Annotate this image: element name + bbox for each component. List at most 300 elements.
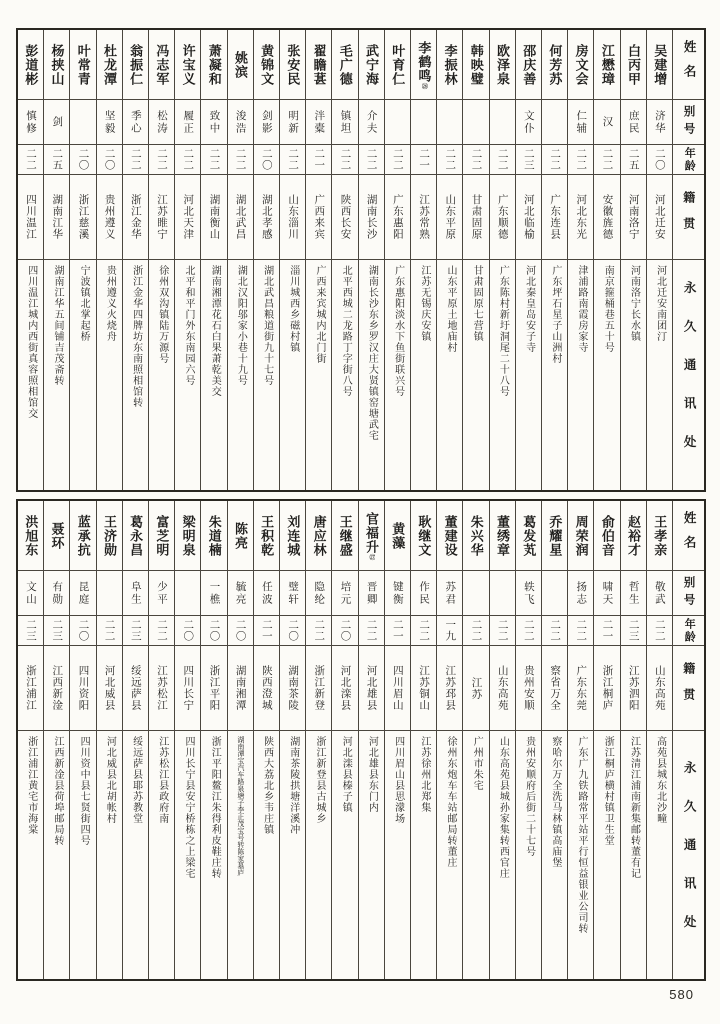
address-cell: 广东陈村新圩洞尾二十八号 — [497, 265, 509, 397]
alias-cell: 明新 — [280, 100, 305, 145]
address-cell: 贵州安顺府后街二十七号 — [523, 736, 535, 857]
alias-cell: 毓亮 — [228, 571, 253, 616]
person-column — [253, 30, 279, 490]
age-cell: 二二 — [175, 145, 200, 175]
age-cell: 二五 — [621, 145, 646, 175]
alias-cell — [437, 100, 462, 145]
person-column — [489, 30, 515, 490]
person-column — [462, 501, 488, 979]
origin-cell: 江苏铜山 — [411, 646, 436, 731]
person-column — [620, 30, 646, 490]
name-cell: 冯志军 — [149, 30, 174, 100]
age-cell: 二〇 — [175, 616, 200, 646]
address-cell: 江苏无锡庆安镇 — [418, 265, 430, 342]
name-cell: 黄锦文 — [254, 30, 279, 100]
origin-cell: 江苏睢宁 — [149, 175, 174, 260]
person-column — [358, 501, 384, 979]
person-column — [331, 30, 357, 490]
origin-cell: 河北临榆 — [516, 175, 541, 260]
name-cell: 翟瞻葚 — [306, 30, 331, 100]
name-cell: 姚滨 — [228, 30, 253, 100]
address-cell: 四川眉山县思濛场 — [392, 736, 404, 824]
origin-cell: 广东东莞 — [568, 646, 593, 731]
origin-cell: 安徽旌德 — [594, 175, 619, 260]
origin-cell: 察省万全 — [542, 646, 567, 731]
person-column — [122, 30, 148, 490]
alias-cell: 济华 — [647, 100, 672, 145]
age-cell: 二二 — [306, 616, 331, 646]
address-cell: 陕西大荔北乡韦庄镇 — [261, 736, 273, 835]
address-cell: 湖南湘潭花石白果萧乾美交 — [209, 265, 221, 397]
address-cell: 广西来宾城内北门街 — [314, 265, 325, 364]
name-cell: 武宁海 — [359, 30, 384, 100]
address-cell: 山东平原土地庙村 — [445, 265, 457, 353]
header-origin: 籍贯 — [673, 175, 704, 260]
age-cell: 二二 — [385, 145, 410, 175]
origin-cell: 山东高苑 — [647, 646, 672, 731]
name-cell: 葛发芄 — [516, 501, 541, 571]
alias-cell: 啸天 — [594, 571, 619, 616]
name-cell: 欧泽泉 — [490, 30, 515, 100]
person-column — [96, 30, 122, 490]
person-column — [18, 30, 43, 490]
name-cell: 彭道彬 — [18, 30, 43, 100]
person-column — [462, 30, 488, 490]
alias-cell — [385, 100, 410, 145]
age-cell: 二二 — [332, 145, 357, 175]
alias-cell: 慎修 — [18, 100, 43, 145]
name-cell: 耿继文 — [411, 501, 436, 571]
person-column — [515, 30, 541, 490]
alias-cell — [542, 100, 567, 145]
alias-cell: 隐纶 — [306, 571, 331, 616]
address-cell: 湖南茶陵拱塘洋溪冲 — [287, 736, 299, 835]
person-column — [279, 30, 305, 490]
name-cell: 何芳苏 — [542, 30, 567, 100]
origin-cell: 江苏常熟 — [411, 175, 436, 260]
alias-cell: 剑影 — [254, 100, 279, 145]
address-cell: 四川资中县七贤街四号 — [78, 736, 90, 846]
alias-cell: 汉 — [594, 100, 619, 145]
person-column — [69, 501, 95, 979]
origin-cell: 湖北武昌 — [228, 175, 253, 260]
name-cell: 李振林 — [437, 30, 462, 100]
name-cell: 唐应林 — [306, 501, 331, 571]
origin-cell: 湖北孝感 — [254, 175, 279, 260]
person-column — [358, 30, 384, 490]
name-cell: 朱兴华 — [463, 501, 488, 571]
age-cell: 二二 — [463, 616, 488, 646]
age-cell: 二一 — [411, 145, 436, 175]
origin-cell: 河北滦县 — [332, 646, 357, 731]
address-cell: 广东坪石星子山洲村 — [549, 265, 561, 364]
alias-cell — [463, 100, 488, 145]
address-cell: 四川长宁县安宁桥栋之上梁宅 — [182, 736, 194, 879]
name-cell: 黄藻 — [385, 501, 410, 571]
age-cell: 二〇 — [332, 616, 357, 646]
origin-cell: 湖南长沙 — [359, 175, 384, 260]
person-column — [200, 501, 226, 979]
origin-cell: 江苏邳县 — [437, 646, 462, 731]
person-column — [489, 501, 515, 979]
origin-cell: 陕西长安 — [332, 175, 357, 260]
person-column — [227, 30, 253, 490]
name-cell: 富芝明 — [149, 501, 174, 571]
page-number: 580 — [669, 987, 694, 1002]
name-cell: 叶常青 — [70, 30, 95, 100]
header-alias: 别号 — [673, 100, 704, 145]
age-cell: 二二 — [594, 145, 619, 175]
age-cell: 二二 — [490, 145, 515, 175]
address-cell: 河北雄县东门内 — [366, 736, 378, 813]
person-column — [18, 501, 43, 979]
age-cell: 二二 — [437, 145, 462, 175]
header-column — [672, 30, 704, 490]
address-cell: 河北滦县榛子镇 — [340, 736, 352, 813]
name-cell: 赵裕才 — [621, 501, 646, 571]
alias-cell: 文仆 — [516, 100, 541, 145]
origin-cell: 广东顺德 — [490, 175, 515, 260]
alias-cell: 泮橐 — [306, 100, 331, 145]
name-cell: 官福升㉗ — [359, 501, 384, 571]
address-cell: 河北迁安南团汀 — [654, 265, 666, 342]
header-alias: 别号 — [673, 571, 704, 616]
alias-cell — [97, 571, 122, 616]
origin-cell: 四川眉山 — [385, 646, 410, 731]
alias-cell: 文山 — [18, 571, 43, 616]
age-cell: 二〇 — [70, 145, 95, 175]
age-cell: 二〇 — [70, 616, 95, 646]
name-cell: 邵庆善 — [516, 30, 541, 100]
person-column — [646, 501, 672, 979]
alias-cell: 轶飞 — [516, 571, 541, 616]
header-column — [672, 501, 704, 979]
alias-cell: 苏君 — [437, 571, 462, 616]
address-cell: 河南洛宁长水镇 — [628, 265, 640, 342]
name-cell: 吴建增 — [647, 30, 672, 100]
name-cell: 江懋璋 — [594, 30, 619, 100]
alias-cell — [411, 100, 436, 145]
name-cell: 叶育仁 — [385, 30, 410, 100]
person-column — [122, 501, 148, 979]
address-cell: 北平和平门外东南园六号 — [182, 265, 194, 386]
origin-cell: 山东淄川 — [280, 175, 305, 260]
header-age: 年龄 — [673, 145, 704, 175]
alias-cell: 昆庭 — [70, 571, 95, 616]
person-column — [200, 30, 226, 490]
alias-cell — [490, 100, 515, 145]
age-cell: 二三 — [18, 616, 43, 646]
address-cell: 宁波镇北掌起桥 — [78, 265, 90, 342]
origin-cell: 绥远萨县 — [123, 646, 148, 731]
alias-cell: 介夫 — [359, 100, 384, 145]
alias-cell: 季心 — [123, 100, 148, 145]
origin-cell: 湖南江华 — [44, 175, 69, 260]
person-column — [515, 501, 541, 979]
alias-cell: 庶民 — [621, 100, 646, 145]
name-cell: 聂环 — [44, 501, 69, 571]
age-cell: 一九 — [437, 616, 462, 646]
alias-cell: 晋卿 — [359, 571, 384, 616]
name-cell: 翁振仁 — [123, 30, 148, 100]
name-cell: 许宝义 — [175, 30, 200, 100]
alias-cell: 有勋 — [44, 571, 69, 616]
footnote-mark: ㉗ — [367, 553, 374, 560]
alias-cell — [490, 571, 515, 616]
person-column — [541, 30, 567, 490]
age-cell: 二二 — [542, 616, 567, 646]
header-name: 姓名 — [673, 501, 704, 571]
address-cell: 河北秦皇岛安子寺 — [523, 265, 535, 353]
person-column — [148, 30, 174, 490]
address-cell: 湖南潭宝汽车路泉塘子李正茂宝号转陈家墓庐 — [236, 736, 244, 876]
age-cell: 二二 — [411, 616, 436, 646]
origin-cell: 河北东光 — [568, 175, 593, 260]
person-column — [174, 501, 200, 979]
age-cell: 二二 — [359, 145, 384, 175]
age-cell: 二三 — [621, 616, 646, 646]
age-cell: 二二 — [280, 145, 305, 175]
address-cell: 淄川城西乡磁村镇 — [287, 265, 299, 353]
header-address: 永久通讯处 — [682, 761, 697, 954]
origin-cell: 江苏 — [463, 646, 488, 731]
address-cell: 北平西城二龙路丁字街八号 — [340, 265, 352, 397]
address-cell: 江苏松江县政府南 — [156, 736, 168, 824]
origin-cell: 广西来宾 — [306, 175, 331, 260]
age-cell: 二五 — [44, 145, 69, 175]
alias-cell: 阜生 — [123, 571, 148, 616]
alias-cell: 璧轩 — [280, 571, 305, 616]
person-column — [279, 501, 305, 979]
origin-cell: 山东高苑 — [490, 646, 515, 731]
origin-cell: 贵州遵义 — [97, 175, 122, 260]
person-column — [148, 501, 174, 979]
name-cell: 韩映璧 — [463, 30, 488, 100]
address-cell: 浙江平阳鳌江朱得利皮鞋庄转 — [209, 736, 221, 879]
address-cell: 贵州遵义火烧舟 — [104, 265, 116, 342]
alias-cell: 作民 — [411, 571, 436, 616]
origin-cell: 广东惠阳 — [385, 175, 410, 260]
age-cell: 二三 — [123, 616, 148, 646]
origin-cell: 广东连县 — [542, 175, 567, 260]
origin-cell: 山东平原 — [437, 175, 462, 260]
name-cell: 杜龙潭 — [97, 30, 122, 100]
address-cell: 湖北武昌粮道街九十七号 — [261, 265, 273, 386]
address-cell: 四川温江城内西街真容照相馆交 — [25, 265, 37, 419]
person-column — [384, 501, 410, 979]
name-cell: 董建设 — [437, 501, 462, 571]
person-column — [69, 30, 95, 490]
person-column — [646, 30, 672, 490]
age-cell: 二二 — [97, 616, 122, 646]
address-cell: 察哈尔万全洗马林镇高庙堡 — [549, 736, 561, 868]
person-column — [305, 501, 331, 979]
name-cell: 俞伯音 — [594, 501, 619, 571]
header-name: 姓名 — [673, 30, 704, 100]
age-cell: 二〇 — [97, 145, 122, 175]
header-age: 年龄 — [673, 616, 704, 646]
address-cell: 绥远萨县耶苏教堂 — [130, 736, 142, 824]
alias-cell: 培元 — [332, 571, 357, 616]
alias-cell — [70, 100, 95, 145]
origin-cell: 浙江新登 — [306, 646, 331, 731]
alias-cell: 剑 — [44, 100, 69, 145]
address-cell: 江苏徐州北郑集 — [418, 736, 430, 813]
origin-cell: 甘肃固原 — [463, 175, 488, 260]
name-cell: 朱道楠 — [201, 501, 226, 571]
address-cell: 甘肃固原七营镇 — [471, 265, 483, 342]
origin-cell: 河南洛宁 — [621, 175, 646, 260]
age-cell: 二〇 — [647, 145, 672, 175]
origin-cell: 四川资阳 — [70, 646, 95, 731]
person-column — [593, 30, 619, 490]
name-cell: 周荣润 — [568, 501, 593, 571]
name-cell: 蓝承抗 — [70, 501, 95, 571]
age-cell: 二二 — [149, 616, 174, 646]
address-cell: 广东广九铁路常平站平行恒益银业公司转 — [576, 736, 588, 934]
age-cell: 二二 — [18, 145, 43, 175]
directory-table-bottom — [16, 499, 706, 981]
person-column — [436, 30, 462, 490]
alias-cell — [463, 571, 488, 616]
name-cell: 杨挟山 — [44, 30, 69, 100]
origin-cell: 河北天津 — [175, 175, 200, 260]
age-cell: 二二 — [201, 145, 226, 175]
person-column — [43, 501, 69, 979]
name-cell: 王继盛 — [332, 501, 357, 571]
person-column — [96, 501, 122, 979]
age-cell: 二〇 — [228, 616, 253, 646]
origin-cell: 江苏松江 — [149, 646, 174, 731]
address-cell: 湖南江华五间铺吉茂斋转 — [51, 265, 63, 386]
age-cell: 二二 — [542, 145, 567, 175]
name-cell: 毛广德 — [332, 30, 357, 100]
address-cell: 高苑县城东北沙疃 — [654, 736, 666, 824]
alias-cell: 哲生 — [621, 571, 646, 616]
name-cell: 陈亮 — [228, 501, 253, 571]
address-cell: 广东惠阳淡水下鱼街联兴号 — [392, 265, 404, 397]
alias-cell — [542, 571, 567, 616]
origin-cell: 河北威县 — [97, 646, 122, 731]
age-cell: 二二 — [123, 145, 148, 175]
name-cell: 董绣章 — [490, 501, 515, 571]
person-column — [174, 30, 200, 490]
name-cell: 萧凝和 — [201, 30, 226, 100]
origin-cell: 浙江桐庐 — [594, 646, 619, 731]
alias-cell: 坚毅 — [97, 100, 122, 145]
name-cell: 乔耀星 — [542, 501, 567, 571]
alias-cell: 松涛 — [149, 100, 174, 145]
origin-cell: 浙江金华 — [123, 175, 148, 260]
address-cell: 浙江新登县古城乡 — [314, 736, 325, 824]
person-column — [43, 30, 69, 490]
person-column — [567, 30, 593, 490]
person-column — [567, 501, 593, 979]
age-cell: 二一 — [254, 616, 279, 646]
address-cell: 湖南长沙东乡罗汉庄大贤镇窑塘武宅 — [366, 265, 378, 441]
address-cell: 江西新淦县荷埠邮局转 — [51, 736, 63, 846]
alias-cell: 浚浩 — [228, 100, 253, 145]
age-cell: 二三 — [516, 145, 541, 175]
person-column — [436, 501, 462, 979]
age-cell: 二一 — [306, 145, 331, 175]
alias-cell — [175, 571, 200, 616]
header-origin: 籍贯 — [673, 646, 704, 731]
name-cell: 张安民 — [280, 30, 305, 100]
origin-cell: 河北雄县 — [359, 646, 384, 731]
age-cell: 二三 — [44, 616, 69, 646]
age-cell: 二二 — [359, 616, 384, 646]
origin-cell: 湖南衡山 — [201, 175, 226, 260]
alias-cell: 任波 — [254, 571, 279, 616]
name-cell: 房文会 — [568, 30, 593, 100]
origin-cell: 江苏泗阳 — [621, 646, 646, 731]
name-cell: 李鹤鸣㉖ — [411, 30, 436, 100]
age-cell: 二一 — [594, 616, 619, 646]
origin-cell: 陕西澄城 — [254, 646, 279, 731]
origin-cell: 湖南湘潭 — [228, 646, 253, 731]
age-cell: 二一 — [385, 616, 410, 646]
age-cell: 二二 — [516, 616, 541, 646]
age-cell: 二二 — [490, 616, 515, 646]
alias-cell: 少平 — [149, 571, 174, 616]
address-cell: 浙江金华四牌坊东南照相馆转 — [130, 265, 142, 408]
name-cell: 洪旭东 — [18, 501, 43, 571]
address-cell: 江苏清江浦南新集邮转董有记 — [628, 736, 640, 879]
age-cell: 二二 — [647, 616, 672, 646]
person-column — [253, 501, 279, 979]
origin-cell: 浙江慈溪 — [70, 175, 95, 260]
person-column — [620, 501, 646, 979]
address-cell: 徐州东炮车车站邮局转董庄 — [445, 736, 457, 868]
person-column — [593, 501, 619, 979]
age-cell: 二〇 — [280, 616, 305, 646]
age-cell: 二二 — [228, 145, 253, 175]
address-cell: 徐州双沟镇陆万源号 — [156, 265, 168, 364]
address-cell: 浙江浦江黄宅市海棠 — [25, 736, 37, 835]
alias-cell: 敬武 — [647, 571, 672, 616]
age-cell: 二〇 — [254, 145, 279, 175]
person-column — [410, 30, 436, 490]
alias-cell: 镇坦 — [332, 100, 357, 145]
alias-cell: 致中 — [201, 100, 226, 145]
age-cell: 二二 — [463, 145, 488, 175]
name-cell: 王孝亲 — [647, 501, 672, 571]
alias-cell: 一樵 — [201, 571, 226, 616]
alias-cell: 仁辅 — [568, 100, 593, 145]
address-cell: 河北威县北胡帐村 — [104, 736, 116, 824]
directory-table-top — [16, 28, 706, 492]
name-cell: 王济勋 — [97, 501, 122, 571]
person-column — [410, 501, 436, 979]
origin-cell: 贵州安顺 — [516, 646, 541, 731]
header-address: 永久通讯处 — [682, 281, 697, 474]
address-cell: 南京箍桶巷五十号 — [602, 265, 614, 353]
age-cell: 二二 — [568, 145, 593, 175]
alias-cell: 履正 — [175, 100, 200, 145]
origin-cell: 江西新淦 — [44, 646, 69, 731]
alias-cell: 键衡 — [385, 571, 410, 616]
name-cell: 王积乾 — [254, 501, 279, 571]
person-column — [227, 501, 253, 979]
origin-cell: 四川长宁 — [175, 646, 200, 731]
name-cell: 白丙甲 — [621, 30, 646, 100]
person-column — [541, 501, 567, 979]
origin-cell: 四川温江 — [18, 175, 43, 260]
person-column — [305, 30, 331, 490]
origin-cell: 湖南茶陵 — [280, 646, 305, 731]
origin-cell: 浙江平阳 — [201, 646, 226, 731]
